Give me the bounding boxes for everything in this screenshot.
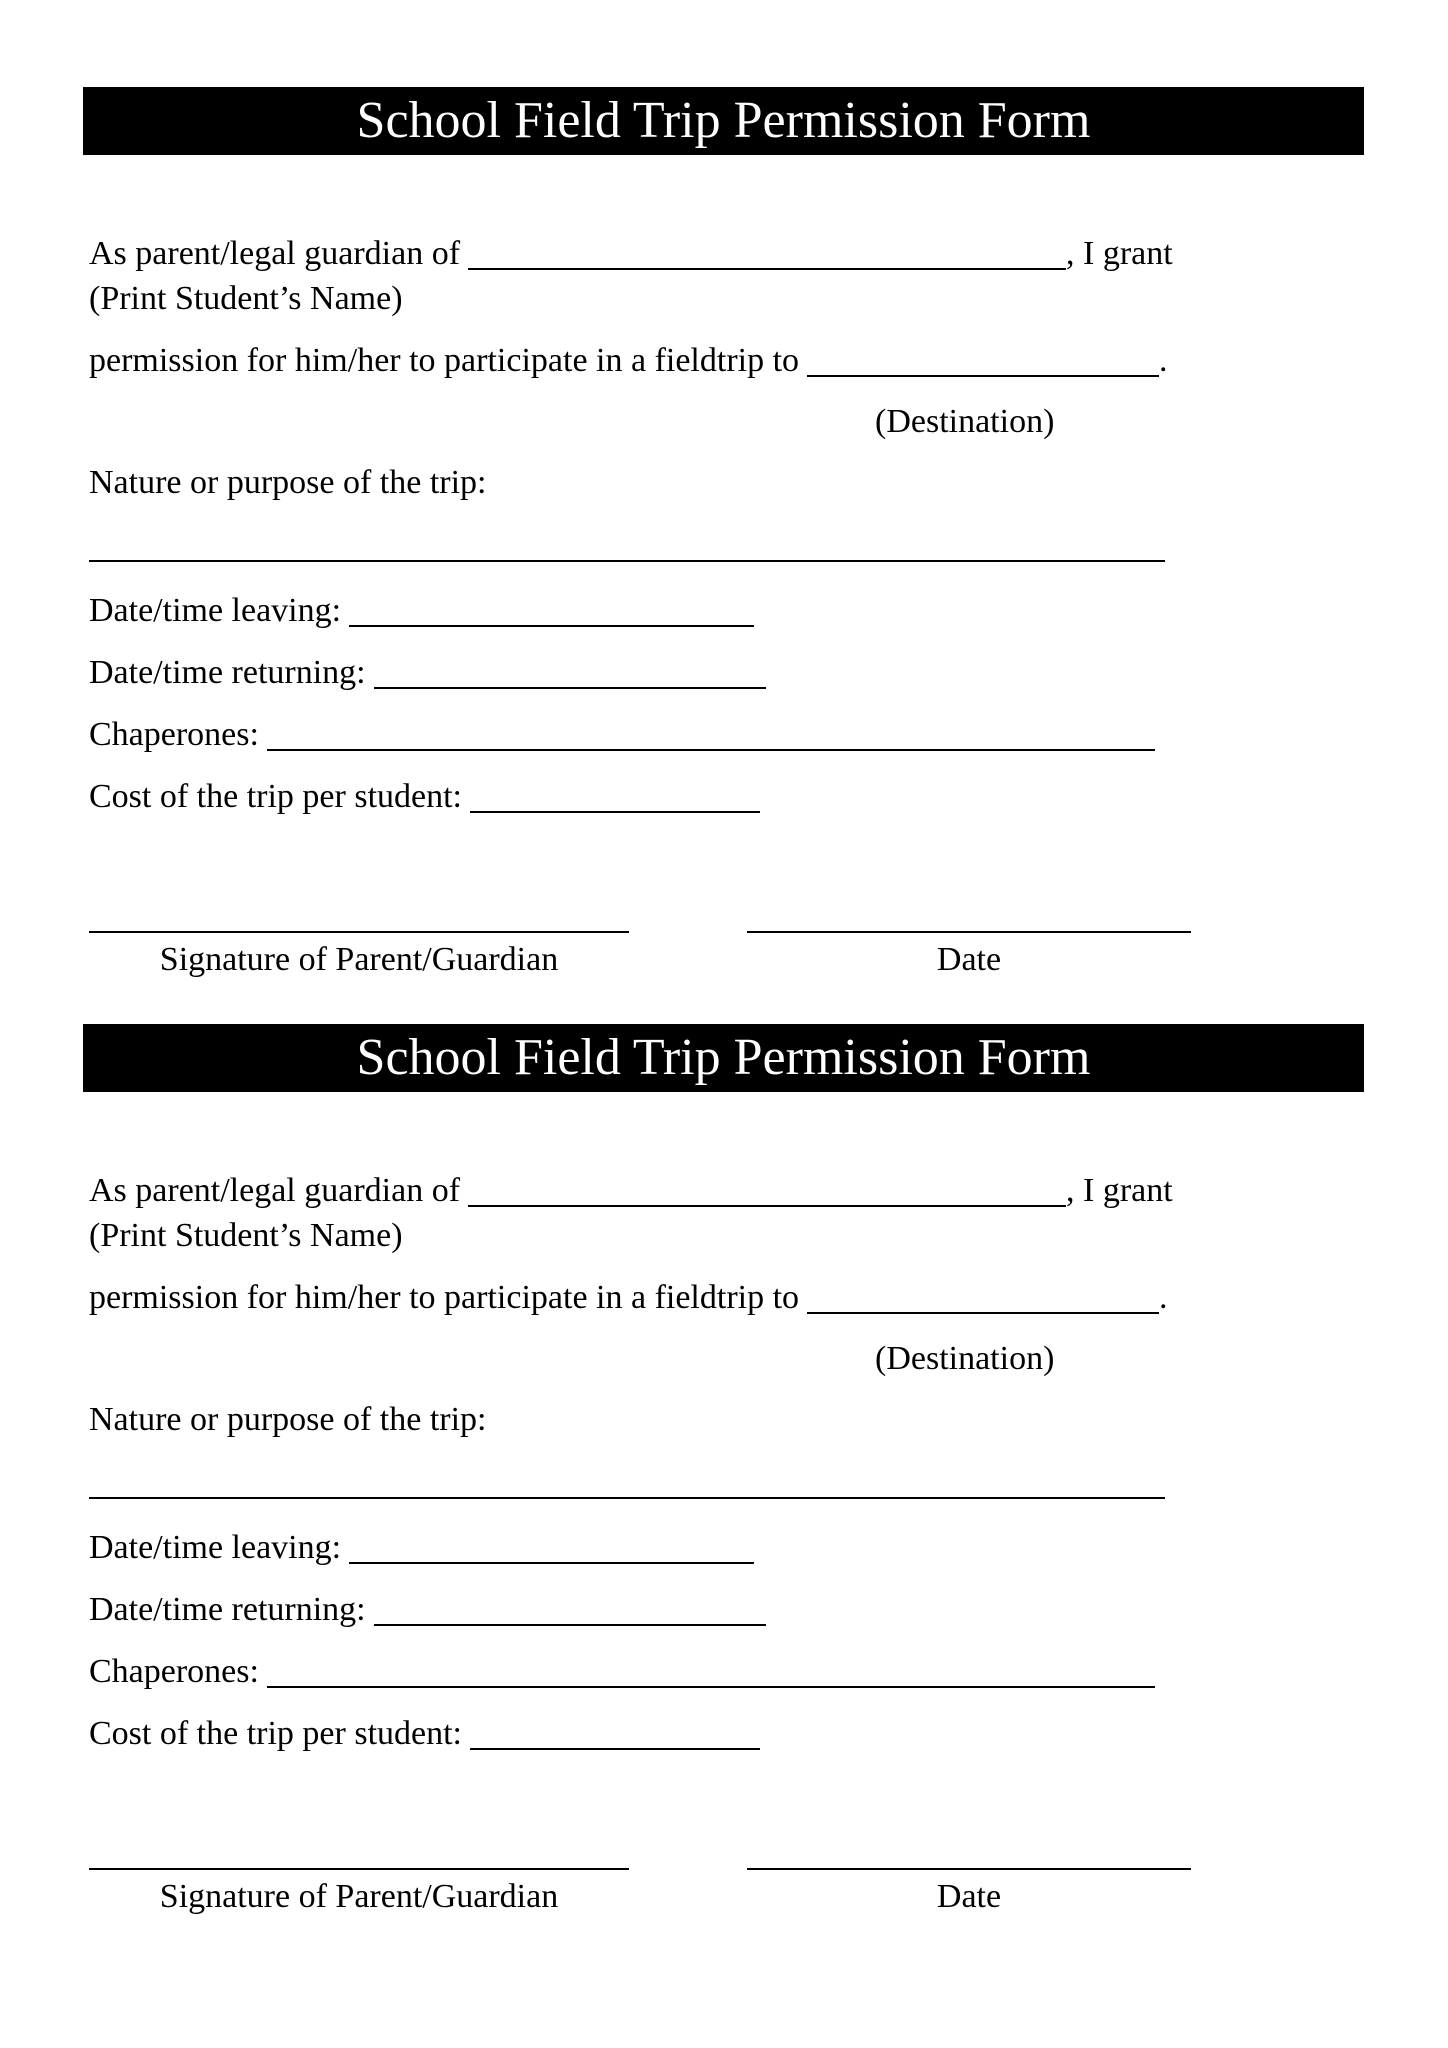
guardian-row <box>89 1168 1191 1213</box>
returning-row <box>89 1587 1191 1632</box>
print-name-hint: (Print Student’s Name) <box>89 1217 403 1254</box>
returning-label: Date/time returning: <box>89 1591 366 1628</box>
print-name-hint: (Print Student’s Name) <box>89 280 403 317</box>
permission-row <box>89 338 1191 383</box>
permission-suffix-label: . <box>1159 342 1168 379</box>
guardian-suffix-label: , I grant <box>1066 1172 1173 1209</box>
signature-label: Signature of Parent/Guardian <box>159 1878 559 1915</box>
destination-field[interactable] <box>807 340 1159 377</box>
form-title-bar <box>83 1024 1364 1092</box>
leaving-field[interactable] <box>349 590 754 627</box>
leaving-label: Date/time leaving: <box>89 1529 342 1566</box>
returning-field[interactable] <box>374 652 766 689</box>
cost-label: Cost of the trip per student: <box>89 1715 463 1752</box>
permission-form-copy-2 <box>0 1024 1448 1919</box>
cost-row <box>89 774 1191 819</box>
guardian-prefix-label: As parent/legal guardian of <box>89 1172 461 1209</box>
form-title: School Field Trip Permission Form <box>356 1029 1091 1086</box>
chaperones-row <box>89 1649 1191 1694</box>
guardian-row <box>89 231 1191 276</box>
nature-label: Nature or purpose of the trip: <box>89 464 487 501</box>
returning-row <box>89 650 1191 695</box>
cost-field[interactable] <box>470 1713 760 1750</box>
permission-row <box>89 1275 1191 1320</box>
destination-field[interactable] <box>807 1277 1159 1314</box>
leaving-label: Date/time leaving: <box>89 592 342 629</box>
form-title-bar <box>83 87 1364 155</box>
permission-suffix-label: . <box>1159 1279 1168 1316</box>
date-field[interactable] <box>747 931 1191 982</box>
leaving-field[interactable] <box>349 1527 754 1564</box>
signature-field[interactable] <box>89 931 629 982</box>
student-name-field[interactable] <box>468 1170 1066 1207</box>
returning-label: Date/time returning: <box>89 654 366 691</box>
permission-prefix-label: permission for him/her to participate in a fieldtrip to <box>89 342 800 379</box>
guardian-suffix-label: , I grant <box>1066 235 1173 272</box>
date-label: Date <box>936 941 1002 978</box>
destination-hint: (Destination) <box>875 403 1055 440</box>
signature-row <box>89 931 1191 982</box>
leaving-row <box>89 1525 1191 1570</box>
cost-label: Cost of the trip per student: <box>89 778 463 815</box>
signature-field[interactable] <box>89 1868 629 1919</box>
form-title: School Field Trip Permission Form <box>356 92 1091 149</box>
cost-row <box>89 1711 1191 1756</box>
returning-field[interactable] <box>374 1589 766 1626</box>
permission-prefix-label: permission for him/her to participate in a fieldtrip to <box>89 1279 800 1316</box>
cost-field[interactable] <box>470 776 760 813</box>
leaving-row <box>89 588 1191 633</box>
guardian-prefix-label: As parent/legal guardian of <box>89 235 461 272</box>
date-label: Date <box>936 1878 1002 1915</box>
nature-field[interactable] <box>89 560 1165 562</box>
chaperones-row <box>89 712 1191 757</box>
permission-form-copy-1 <box>0 87 1448 982</box>
student-name-field[interactable] <box>468 233 1066 270</box>
chaperones-label: Chaperones: <box>89 1653 259 1690</box>
chaperones-label: Chaperones: <box>89 716 259 753</box>
chaperones-field[interactable] <box>267 1651 1155 1688</box>
nature-label: Nature or purpose of the trip: <box>89 1401 487 1438</box>
destination-hint: (Destination) <box>875 1340 1055 1377</box>
chaperones-field[interactable] <box>267 714 1155 751</box>
nature-field[interactable] <box>89 1497 1165 1499</box>
signature-row <box>89 1868 1191 1919</box>
signature-label: Signature of Parent/Guardian <box>159 941 559 978</box>
date-field[interactable] <box>747 1868 1191 1919</box>
